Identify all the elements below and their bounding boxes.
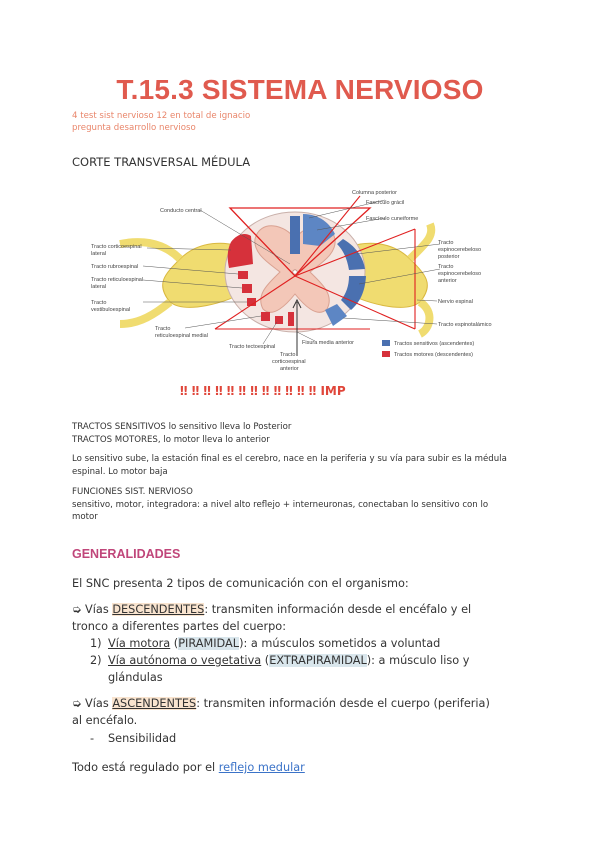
regulado-text: Todo está regulado por el [72, 761, 219, 774]
label-espinocerebeloso-ant: Tracto [438, 264, 454, 270]
snc-intro: El SNC presenta 2 tipos de comunicación con el organismo: [72, 577, 409, 590]
asc-rest-2: al encéfalo. [72, 714, 138, 727]
legend-motores-label: Tractos motores (descendentes) [394, 352, 473, 358]
importance-marker [180, 384, 346, 398]
sensitivo-paragraph [72, 453, 532, 478]
label-tracto-reticuloespinal-2: lateral [91, 284, 106, 290]
desc-item-2-num: 2) [90, 654, 102, 667]
importance-marks: ‼ ‼ ‼ ‼ ‼ ‼ ‼ ‼ ‼ ‼ ‼ ‼ [180, 384, 317, 398]
desc-item-1 [90, 635, 469, 652]
page-title: T.15.3 SISTEMA NERVIOSO [116, 74, 484, 105]
importance-label: IMP [320, 384, 346, 398]
desc-item-2-cont: glándulas [108, 671, 163, 684]
label-tracto-reticulo-medial: Tracto [155, 326, 171, 332]
desc-item-2-paren: ( [261, 654, 270, 667]
fasciculus-gracilis-tract [290, 216, 300, 254]
label-tracto-tectoespinal: Tracto tectoespinal [229, 344, 276, 350]
label-tracto-cortico-anterior-3: anterior [280, 366, 299, 372]
label-tracto-corticoespinal-lateral: Tracto corticoespinal [91, 244, 142, 250]
ascendentes-paragraph [72, 695, 532, 729]
spinal-cord-diagram [85, 184, 505, 374]
desc-list [90, 635, 469, 686]
asc-keyword: ASCENDENTES [112, 697, 197, 710]
funciones-line-1: sensitivo, motor, integradora: a nivel alto reflejo + interneuronas, conectaban lo sensitivo con lo [72, 499, 489, 510]
legend-motores-swatch [382, 351, 390, 357]
via-autonoma: Vía autónoma o vegetativa [108, 654, 262, 667]
label-tracto-vestibuloespinal: Tracto [91, 300, 107, 306]
label-tracto-corticoespinal-lateral-2: lateral [91, 251, 106, 257]
label-nervio-espinal: Nervio espinal [438, 299, 473, 305]
desc-item-1-num: 1) [90, 637, 102, 650]
asc-item-dash: - [90, 732, 95, 745]
left-ventral-root [120, 302, 170, 324]
funciones-title: FUNCIONES SIST. NERVIOSO [72, 487, 193, 497]
label-espinocerebeloso-post-2: espinocerebeloso [438, 247, 482, 253]
desc-arrow: ➭ Vías [72, 603, 113, 616]
label-tracto-vestibuloespinal-2: vestibuloespinal [91, 307, 131, 313]
label-espinocerebeloso-ant-2: espinocerebeloso [438, 271, 482, 277]
label-tracto-cortico-anterior: Tracto [280, 352, 296, 358]
tractos-block [72, 421, 532, 446]
sensitivo-line-2: espinal. Lo motor baja [72, 466, 168, 477]
subnote [72, 110, 372, 134]
tractos-motores-text: TRACTOS MOTORES, lo motor lleva lo anterior [72, 434, 270, 445]
desc-keyword: DESCENDENTES [112, 603, 205, 616]
desc-item-2 [90, 652, 469, 669]
label-tracto-cortico-anterior-2: corticoespinal [272, 359, 306, 365]
desc-rest-2: tronco a diferentes partes del cuerpo: [72, 620, 287, 633]
funciones-block [72, 486, 532, 524]
regulado-paragraph [72, 759, 532, 776]
legend-sensitivos-label: Tractos sensitivos (ascendentes) [394, 341, 475, 347]
via-motora: Vía motora [108, 637, 171, 650]
subnote-line-1: 4 test sist nervioso 12 en total de ignacio [72, 111, 251, 121]
generalidades-heading: GENERALIDADES [72, 547, 181, 561]
tractos-sensitivos-text: TRACTOS SENSITIVOS lo sensitivo lleva lo Posterior [72, 422, 292, 432]
anterior-corticospinal-tract [288, 312, 294, 326]
label-conducto-central: Conducto central [160, 208, 202, 214]
label-espinocerebeloso-ant-3: anterior [438, 278, 457, 284]
label-espinocerebeloso-post: Tracto [438, 240, 454, 246]
asc-list [90, 730, 176, 747]
desc-item-2-rest: ): a músculo liso y [366, 654, 470, 667]
label-tracto-reticuloespinal: Tracto reticuloespinal [91, 277, 144, 283]
piramidal-highlight: PIRAMIDAL [178, 637, 240, 650]
right-ventral-root [420, 302, 429, 334]
funciones-line-2: motor [72, 512, 98, 522]
lateral-corticospinal-tract [228, 234, 253, 268]
desc-item-1-rest: ): a músculos sometidos a voluntad [239, 637, 441, 650]
label-fisura-media: Fisura media anterior [302, 340, 354, 346]
legend-sensitivos-swatch [382, 340, 390, 346]
label-tracto-rubroespinal: Tracto rubroespinal [91, 264, 139, 270]
label-fasciculo-gracil: Fascículo grácil [366, 200, 405, 206]
reflejo-medular-link[interactable]: reflejo medular [218, 761, 305, 774]
label-columna-posterior: Columna posterior [352, 190, 397, 196]
reticulospinal-medial-tract [261, 312, 270, 321]
desc-rest-1: : transmiten información desde el encéfalo y el [204, 603, 472, 616]
desc-item-1-paren: ( [170, 637, 179, 650]
subnote-line-2: pregunta desarrollo nervioso [72, 123, 196, 133]
descendentes-paragraph [72, 601, 532, 635]
rubrospinal-tract [238, 271, 248, 279]
extrapiramidal-highlight: EXTRAPIRAMIDAL [269, 654, 367, 667]
sensitivo-line-1: Lo sensitivo sube, la estación final es el cerebro, nace en la periferia y su vía para subir es la médula [72, 454, 507, 464]
label-espinocerebeloso-post-3: posterior [438, 254, 460, 260]
label-espinotalamico: Tracto espinotalámico [438, 322, 492, 328]
asc-arrow: ➭ Vías [72, 697, 113, 710]
label-fasciculo-cuneiforme: Fascículo cuneiforme [366, 216, 419, 222]
section-title: CORTE TRANSVERSAL MÉDULA [72, 155, 251, 169]
reticulospinal-lateral-tract [242, 284, 252, 293]
label-tracto-reticulo-medial-2: reticuloespinal medial [155, 333, 208, 339]
asc-rest-1: : transmiten información desde el cuerpo (periferia) [196, 697, 490, 710]
asc-item-sensibilidad: Sensibilidad [108, 732, 177, 745]
